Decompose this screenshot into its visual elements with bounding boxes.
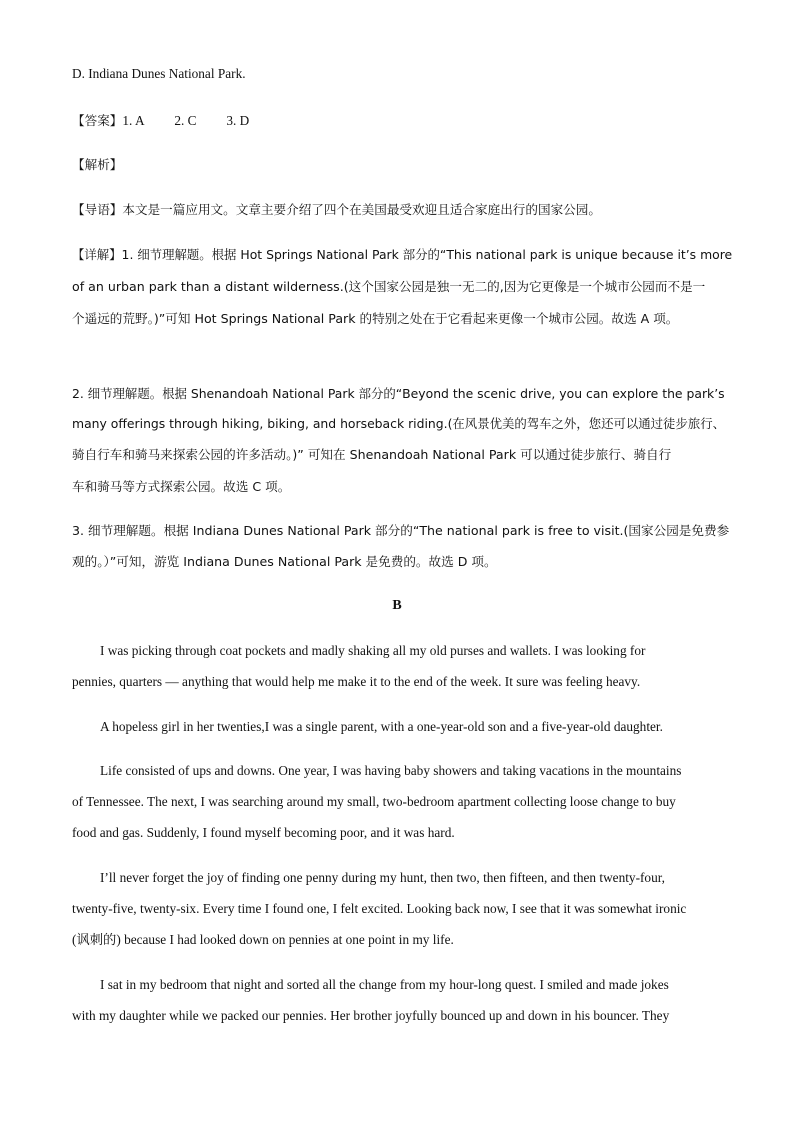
analysis-label: 【解析】 xyxy=(72,157,123,172)
detail-q3-line-2: 观的。）”可知，游览 Indiana Dunes National Park 是免费的。故选 D 项。 xyxy=(72,554,497,569)
passage-line-8: twenty-five, twenty-six. Every time I found one, I felt excited. Looking back now, I see that it was somewhat ironic xyxy=(72,901,687,916)
guide-text: 【导语】本文是一篇应用文。文章主要介绍了四个在美国最受欢迎且适合家庭出行的国家公园。 xyxy=(72,202,601,217)
section-b-heading: B xyxy=(392,598,402,613)
detail-q1-line-2: of an urban park than a distant wilderness.(这个国家公园是独一无二的,因为它更像是一个城市公园而不是一 xyxy=(72,279,706,294)
detail-q3-line-1: 3. 细节理解题。根据 Indiana Dunes National Park 部分的“The national park is free to visit.(国家公园是免费参 xyxy=(72,523,730,538)
passage-line-2: pennies, quarters — anything that would help me make it to the end of the week. It sure was feeling heavy. xyxy=(72,674,641,689)
answer-line xyxy=(72,111,732,131)
passage-line-4: Life consisted of ups and downs. One year, I was having baby showers and taking vacations in the mountains xyxy=(100,763,682,778)
option-d: D. Indiana Dunes National Park. xyxy=(72,66,246,81)
passage-line-1: I was picking through coat pockets and madly shaking all my old purses and wallets. I was looking for xyxy=(100,643,646,658)
answer-item-1: 1. A xyxy=(122,113,145,128)
passage-line-6: food and gas. Suddenly, I found myself becoming poor, and it was hard. xyxy=(72,825,455,840)
passage-line-3: A hopeless girl in her twenties,I was a single parent, with a one-year-old son and a five-year-old daughter. xyxy=(100,719,663,734)
passage-line-10: I sat in my bedroom that night and sorted all the change from my hour-long quest. I smiled and made jokes xyxy=(100,977,669,992)
answer-item-2: 2. C xyxy=(174,113,197,128)
detail-q2-line-1: 2. 细节理解题。根据 Shenandoah National Park 部分的“Beyond the scenic drive, you can explore the park’s xyxy=(72,386,725,401)
passage-line-5: of Tennessee. The next, I was searching around my small, two-bedroom apartment collecting loose change to buy xyxy=(72,794,676,809)
passage-line-9: (讽刺的) because I had looked down on pennies at one point in my life. xyxy=(72,932,454,947)
passage-line-11: with my daughter while we packed our pennies. Her brother joyfully bounced up and down in his bouncer. They xyxy=(72,1008,670,1023)
detail-q2-line-3: 骑自行车和骑马来探索公园的许多活动。)” 可知在 Shenandoah National Park 可以通过徒步旅行、骑自行 xyxy=(72,447,672,462)
detail-q1-line-3: 个遥远的荒野。)”可知 Hot Springs National Park 的特别之处在于它看起来更像一个城市公园。故选 A 项。 xyxy=(72,311,679,326)
answer-item-3: 3. D xyxy=(226,113,250,128)
detail-q2-line-2: many offerings through hiking, biking, and horseback riding.(在风景优美的驾车之外，您还可以通过徒步旅行、 xyxy=(72,416,726,431)
detail-q2-line-4: 车和骑马等方式探索公园。故选 C 项。 xyxy=(72,479,291,494)
passage-line-7: I’ll never forget the joy of finding one penny during my hunt, then two, then fifteen, and then twenty-four, xyxy=(100,870,665,885)
detail-q1-line-1: 【详解】1. 细节理解题。根据 Hot Springs National Park 部分的“This national park is unique because it’s more xyxy=(72,247,733,262)
answer-label: 【答案】 xyxy=(72,113,123,128)
